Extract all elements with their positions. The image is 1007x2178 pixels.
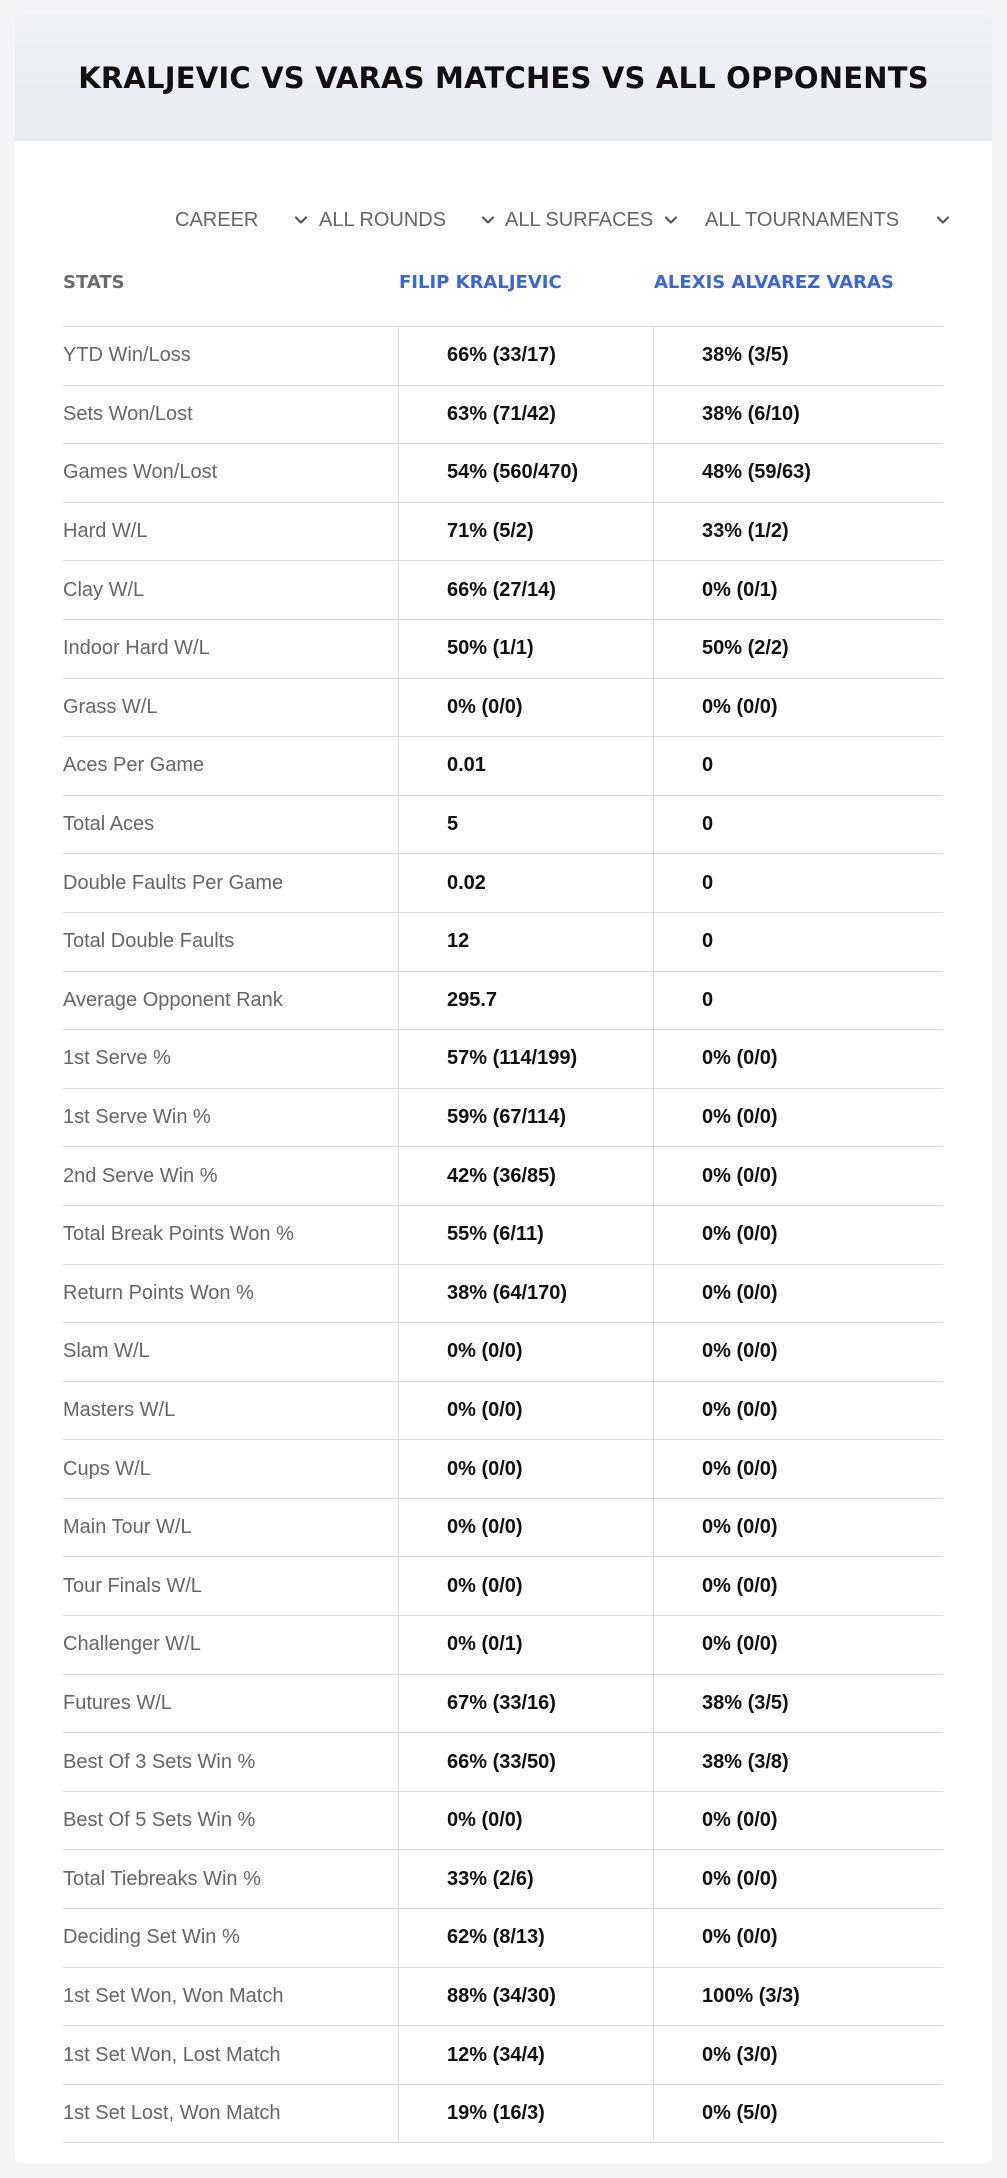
player2-value: 0% (0/0) (653, 1030, 943, 1088)
player2-value: 0 (653, 972, 943, 1030)
filter-label: ALL ROUNDS (319, 208, 447, 231)
table-row (63, 1968, 943, 2027)
table-row (63, 1733, 943, 1792)
table-row (63, 1382, 943, 1441)
stat-label: 2nd Serve Win % (63, 1164, 218, 1187)
table-row (63, 1147, 943, 1206)
stat-label: Double Faults Per Game (63, 871, 284, 894)
stat-label: YTD Win/Loss (63, 344, 191, 367)
player2-value: 0% (0/0) (653, 1440, 943, 1498)
player1-value: 67% (33/16) (398, 1675, 653, 1733)
stat-label: Grass W/L (63, 695, 158, 718)
filter-career-dropdown[interactable] (175, 190, 315, 250)
player2-value: 0% (0/0) (653, 1557, 943, 1615)
stat-label: Slam W/L (63, 1340, 150, 1363)
stat-label: 1st Serve Win % (63, 1106, 211, 1129)
table-row (63, 679, 943, 738)
player1-value: 50% (1/1) (398, 620, 653, 678)
player1-value: 66% (33/50) (398, 1733, 653, 1791)
stat-label: Sets Won/Lost (63, 402, 193, 425)
table-row (63, 796, 943, 855)
stat-label: Masters W/L (63, 1398, 176, 1421)
table-row (63, 620, 943, 679)
stat-label: 1st Set Lost, Won Match (63, 2102, 281, 2125)
table-row (63, 1440, 943, 1499)
player2-value: 0% (0/0) (653, 1147, 943, 1205)
stat-label: Tour Finals W/L (63, 1574, 202, 1597)
player1-value: 57% (114/199) (398, 1030, 653, 1088)
player2-value: 0% (0/0) (653, 1089, 943, 1147)
table-row (63, 1616, 943, 1675)
player1-value: 0% (0/0) (398, 679, 653, 737)
stat-label: Best Of 3 Sets Win % (63, 1750, 256, 1773)
player2-value: 0% (0/0) (653, 1909, 943, 1967)
player1-value: 59% (67/114) (398, 1089, 653, 1147)
player1-value: 12 (398, 913, 653, 971)
player1-value: 5 (398, 796, 653, 854)
stat-label: Total Break Points Won % (63, 1223, 294, 1246)
player1-value: 0% (0/0) (398, 1323, 653, 1381)
filter-tournaments-dropdown[interactable] (705, 190, 965, 250)
player2-value: 38% (3/5) (653, 327, 943, 385)
player2-value: 0% (5/0) (653, 2085, 943, 2143)
player1-value: 0% (0/0) (398, 1557, 653, 1615)
table-body (63, 327, 943, 2143)
table-row (63, 503, 943, 562)
player2-value: 0% (0/0) (653, 679, 943, 737)
table-row (63, 1850, 943, 1909)
stat-label: 1st Set Won, Won Match (63, 1984, 284, 2007)
player1-value: 12% (34/4) (398, 2026, 653, 2084)
player2-value: 0% (0/0) (653, 1323, 943, 1381)
stat-label: Return Points Won % (63, 1281, 254, 1304)
table-row (63, 1792, 943, 1851)
player2-value: 0% (0/0) (653, 1265, 943, 1323)
filter-surfaces-dropdown[interactable] (505, 190, 695, 250)
stat-label: Aces Per Game (63, 754, 205, 777)
table-row (63, 2026, 943, 2085)
chevron-down-icon (480, 212, 496, 228)
filter-label: ALL SURFACES (505, 208, 654, 231)
stats-card (15, 15, 992, 2163)
column-header-player2[interactable]: ALEXIS ALVAREZ VARAS (654, 272, 894, 293)
stat-label: Cups W/L (63, 1457, 151, 1480)
table-row (63, 854, 943, 913)
player1-value: 88% (34/30) (398, 1968, 653, 2026)
stat-label: Best Of 5 Sets Win % (63, 1809, 256, 1832)
stat-label: 1st Serve % (63, 1047, 171, 1070)
player1-value: 33% (2/6) (398, 1850, 653, 1908)
stat-label: 1st Set Won, Lost Match (63, 2043, 281, 2066)
player2-value: 0 (653, 796, 943, 854)
chevron-down-icon (663, 212, 679, 228)
page-header (15, 15, 992, 141)
table-row (63, 1089, 943, 1148)
player1-value: 0% (0/0) (398, 1792, 653, 1850)
stat-label: Games Won/Lost (63, 461, 218, 484)
table-row (63, 913, 943, 972)
player2-value: 0% (0/0) (653, 1499, 943, 1557)
player1-value: 38% (64/170) (398, 1265, 653, 1323)
table-row (63, 1030, 943, 1089)
player1-value: 55% (6/11) (398, 1206, 653, 1264)
table-row (63, 2085, 943, 2144)
player1-value: 63% (71/42) (398, 386, 653, 444)
column-header-player1[interactable]: FILIP KRALJEVIC (399, 272, 562, 293)
player1-value: 54% (560/470) (398, 444, 653, 502)
player2-value: 50% (2/2) (653, 620, 943, 678)
player2-value: 48% (59/63) (653, 444, 943, 502)
table-row (63, 1323, 943, 1382)
player1-value: 19% (16/3) (398, 2085, 653, 2143)
player1-value: 0% (0/0) (398, 1440, 653, 1498)
column-header-stats: STATS (63, 272, 125, 293)
player1-value: 0.01 (398, 737, 653, 795)
player2-value: 0% (0/0) (653, 1206, 943, 1264)
page-title: KRALJEVIC VS VARAS MATCHES VS ALL OPPONENTS (78, 61, 929, 95)
table-row (63, 386, 943, 445)
table-row (63, 972, 943, 1031)
stat-label: Challenger W/L (63, 1633, 201, 1656)
table-row (63, 1909, 943, 1968)
player2-value: 100% (3/3) (653, 1968, 943, 2026)
stat-label: Average Opponent Rank (63, 988, 283, 1011)
player2-value: 33% (1/2) (653, 503, 943, 561)
player2-value: 0% (0/0) (653, 1382, 943, 1440)
stats-table (63, 250, 943, 2143)
player1-value: 0% (0/1) (398, 1616, 653, 1674)
player1-value: 0.02 (398, 854, 653, 912)
player1-value: 66% (33/17) (398, 327, 653, 385)
player2-value: 38% (6/10) (653, 386, 943, 444)
player2-value: 38% (3/8) (653, 1733, 943, 1791)
chevron-down-icon (935, 212, 951, 228)
player2-value: 0% (0/0) (653, 1850, 943, 1908)
table-row (63, 444, 943, 503)
player1-value: 62% (8/13) (398, 1909, 653, 1967)
table-row (63, 1557, 943, 1616)
filter-label: CAREER (175, 208, 259, 231)
table-row (63, 1206, 943, 1265)
stat-label: Main Tour W/L (63, 1516, 192, 1539)
table-row (63, 327, 943, 386)
filter-label: ALL TOURNAMENTS (705, 208, 900, 231)
stat-label: Hard W/L (63, 520, 148, 543)
player2-value: 0% (0/0) (653, 1792, 943, 1850)
table-row (63, 1499, 943, 1558)
player1-value: 71% (5/2) (398, 503, 653, 561)
stat-label: Total Aces (63, 813, 155, 836)
player2-value: 0% (0/0) (653, 1616, 943, 1674)
player2-value: 0 (653, 854, 943, 912)
stat-label: Clay W/L (63, 578, 145, 601)
stat-label: Indoor Hard W/L (63, 637, 210, 660)
stat-label: Total Tiebreaks Win % (63, 1867, 261, 1890)
player2-value: 0 (653, 737, 943, 795)
table-header (63, 250, 943, 327)
player1-value: 42% (36/85) (398, 1147, 653, 1205)
table-row (63, 561, 943, 620)
player2-value: 38% (3/5) (653, 1675, 943, 1733)
player2-value: 0 (653, 913, 943, 971)
table-row (63, 1675, 943, 1734)
player1-value: 66% (27/14) (398, 561, 653, 619)
filter-bar (15, 190, 992, 250)
player2-value: 0% (3/0) (653, 2026, 943, 2084)
player2-value: 0% (0/1) (653, 561, 943, 619)
player1-value: 0% (0/0) (398, 1382, 653, 1440)
stat-label: Total Double Faults (63, 930, 235, 953)
stat-label: Deciding Set Win % (63, 1926, 240, 1949)
stat-label: Futures W/L (63, 1691, 172, 1714)
chevron-down-icon (293, 212, 309, 228)
table-row (63, 1265, 943, 1324)
filter-rounds-dropdown[interactable] (319, 190, 499, 250)
table-row (63, 737, 943, 796)
player1-value: 295.7 (398, 972, 653, 1030)
player1-value: 0% (0/0) (398, 1499, 653, 1557)
